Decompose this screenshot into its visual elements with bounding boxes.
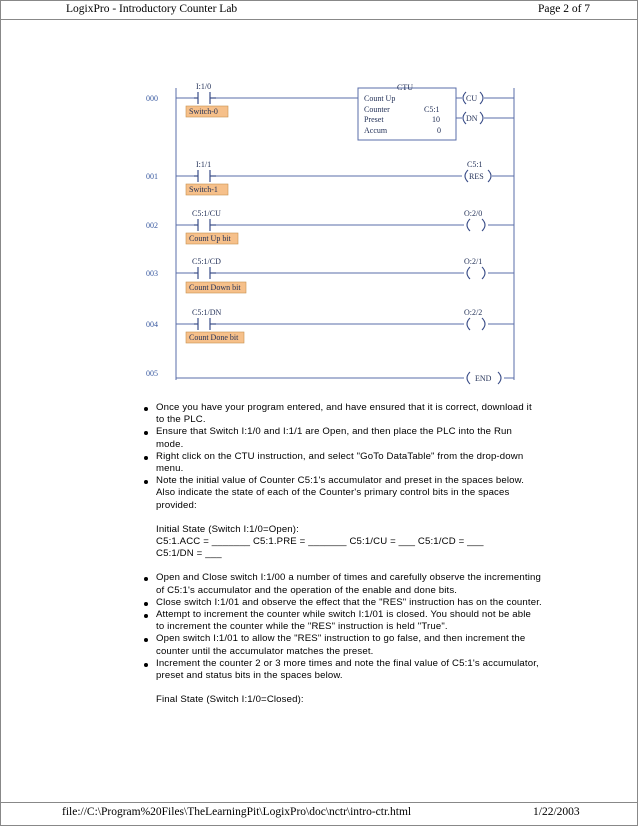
tag-label: Count Done bit	[189, 333, 239, 342]
output-address: O:2/0	[464, 209, 483, 218]
header-title: LogixPro - Introductory Counter Lab	[66, 3, 238, 15]
rung-number: 005	[146, 369, 158, 378]
end-label: END	[475, 374, 492, 383]
initial-state-block	[136, 524, 542, 561]
bullet-icon	[144, 456, 148, 460]
bullet-icon	[144, 602, 148, 606]
ctu-accum-value: 0	[437, 126, 441, 135]
bullet-icon	[144, 614, 148, 618]
coil-o2-2	[467, 318, 485, 330]
bullet-icon	[144, 577, 148, 581]
ctu-counter-value: C5:1	[424, 105, 440, 114]
ctu-title: CTU	[397, 83, 413, 92]
list-item: Note the initial value of Counter C5:1's accumulator and preset in the spaces below. Also indicate the state of each of the Counter's primary control bits in the spaces provided:	[136, 475, 542, 512]
ctu-accum-label: Accum	[364, 126, 388, 135]
coil-cu-label: CU	[466, 94, 478, 103]
bullet-icon	[144, 431, 148, 435]
bullet-icon	[144, 407, 148, 411]
contact-switch-0	[194, 92, 216, 104]
ctu-preset-value: 10	[432, 115, 440, 124]
list-item: Attempt to increment the counter while switch I:1/01 is closed. You should not be able to increment the counter while the "RES" instruction is held "True".	[136, 609, 542, 633]
list-item: Right click on the CTU instruction, and select "GoTo DataTable" from the drop-down menu.	[136, 451, 542, 475]
rung-number: 000	[146, 94, 158, 103]
list-item: Open and Close switch I:1/00 a number of times and carefully observe the incrementing of C5:1's accumulator and the operation of the enable and done bits.	[136, 572, 542, 596]
list-item: Open switch I:1/01 to allow the "RES" instruction to go false, and then increment the counter until the accumulator matches the preset.	[136, 633, 542, 657]
coil-res-label: RES	[469, 172, 484, 181]
footer-rule	[0, 802, 638, 803]
ladder-diagram	[0, 0, 638, 400]
initial-state-title: Initial State (Switch I:1/0=Open):	[156, 523, 299, 535]
contact-count-up-bit	[194, 219, 216, 231]
coil-o2-0	[467, 219, 485, 231]
initial-state-line-1: C5:1.ACC = _______ C5:1.PRE = _______ C5:1/CU = ___ C5:1/CD = ___	[156, 536, 484, 548]
ctu-counter-label: Counter	[364, 105, 390, 114]
final-state-title: Final State (Switch I:1/0=Closed):	[156, 694, 304, 706]
address-label: I:1/1	[196, 160, 212, 169]
ctu-subtitle: Count Up	[364, 94, 396, 103]
address-label: C5:1/CU	[192, 209, 221, 218]
coil-dn-label: DN	[466, 114, 478, 123]
instruction-list-2	[136, 572, 542, 682]
coil-o2-1	[467, 267, 485, 279]
rung-number: 002	[146, 221, 158, 230]
list-item: Once you have your program entered, and have ensured that it is correct, download it to the PLC.	[136, 402, 542, 426]
output-address: C5:1	[467, 160, 483, 169]
rung-number: 003	[146, 269, 158, 278]
tag-label: Switch-0	[189, 107, 218, 116]
contact-switch-1	[194, 170, 216, 182]
tag-label: Count Down bit	[189, 283, 241, 292]
tag-label: Count Up bit	[189, 234, 231, 243]
list-item: Ensure that Switch I:1/0 and I:1/1 are Open, and then place the PLC into the Run mode.	[136, 426, 542, 450]
address-label: I:1/0	[196, 82, 212, 91]
output-address: O:2/1	[464, 257, 483, 266]
final-state-block	[136, 694, 542, 706]
header-page-number: Page 2 of 7	[538, 3, 591, 15]
ctu-preset-label: Preset	[364, 115, 384, 124]
bullet-icon	[144, 638, 148, 642]
instructions	[136, 402, 542, 706]
contact-count-down-bit	[194, 267, 216, 279]
address-label: C5:1/CD	[192, 257, 221, 266]
address-label: C5:1/DN	[192, 308, 222, 317]
list-item: Increment the counter 2 or 3 more times and note the final value of C5:1's accumulator, preset and status bits in the spaces below.	[136, 658, 542, 682]
instruction-list-1	[136, 402, 542, 512]
footer-path: file://C:\Program%20Files\TheLearningPit\LogixPro\doc\nctr\intro-ctr.html	[62, 806, 412, 818]
output-address: O:2/2	[464, 308, 483, 317]
footer-date: 1/22/2003	[533, 806, 580, 818]
contact-count-done-bit	[194, 318, 216, 330]
bullet-icon	[144, 480, 148, 484]
tag-label: Switch-1	[189, 185, 218, 194]
list-item: Close switch I:1/01 and observe the effect that the "RES" instruction has on the counter.	[136, 597, 542, 609]
rung-number: 004	[146, 320, 158, 329]
rung-number: 001	[146, 172, 158, 181]
initial-state-line-2: C5:1/DN = ___	[156, 548, 222, 560]
bullet-icon	[144, 663, 148, 667]
